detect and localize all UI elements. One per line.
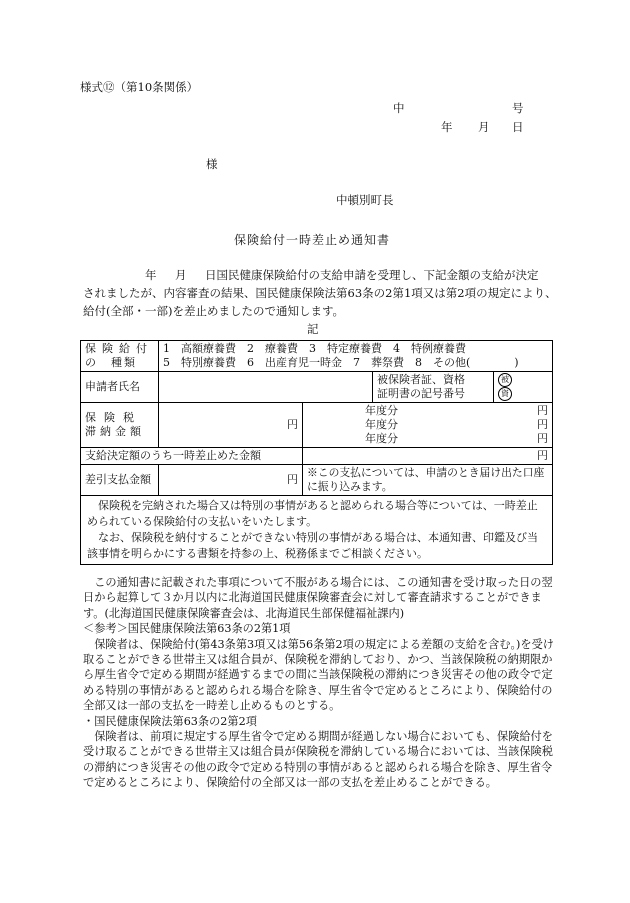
tax-total-yen: 円: [287, 418, 298, 431]
reference-heading: ＜参考＞国民健康保険法第63条の2第1項: [83, 622, 291, 636]
intro-year: 年: [145, 268, 157, 282]
tax-total: [159, 403, 303, 448]
note-box: [81, 496, 553, 565]
reference-body-2: 保険者は、前項に規定する厚生省令で定める期間が経過しない場合においても、保険給付を受け取ることができる世帯主又は組合員が保険税を滞納している場合においては、当該保険税の滞納につき災害その他の政令で定める特別の事情があると認められる場合を除き、厚生省令で定めるところにより、保険給付の全部又は一部の支払を差止めることができる。: [83, 730, 553, 790]
note-row: [81, 496, 553, 565]
ki-heading: 記: [307, 322, 319, 336]
deduction-yen: 円: [287, 473, 298, 486]
intro-month: 月: [175, 268, 187, 282]
tax-years: [303, 403, 553, 448]
addressee-suffix: 様: [206, 157, 218, 171]
mark-shi: 資: [498, 387, 512, 401]
insured-label: [373, 372, 494, 402]
suspended-row: [81, 448, 553, 465]
tax-arrears-label: [81, 403, 159, 448]
lower-section: [83, 575, 558, 791]
form-number: 様式⑫（第10条関係）: [80, 80, 199, 94]
note-paragraph-2: なお、保険税を納付することができない特別の事情がある場合は、本通知書、印鑑及び当該事情を明らかにする書類を持参の上、税務係までご相談ください。: [87, 531, 538, 560]
mark-hi: 被: [498, 373, 512, 387]
benefit-type-options: [159, 341, 553, 372]
applicant-row: [81, 372, 553, 403]
appeal-text: この通知書に記載された事項について不服がある場合には、この通知書を受け取った日の翌日から起算して３か月以内に北海道国民健康保険審査会に対して審査請求することができます。(北海道国民健康保険審査会は、北海道民生部保健福祉課内): [83, 576, 553, 620]
reference-heading-2: ・国民健康保険法第63条の2第2項: [83, 714, 257, 728]
document-title: 保険給付一時差止め通知書: [234, 233, 391, 247]
benefit-table: [80, 340, 553, 565]
suspended-yen: 円: [537, 449, 549, 462]
date-month: 月: [478, 120, 490, 134]
tax-label-2: 滞納金額: [85, 425, 145, 438]
applicant-value[interactable]: [159, 372, 373, 403]
sender: 中頓別町長: [336, 193, 394, 207]
fiscal-3: 年度分: [365, 432, 398, 445]
suspended-label: 支給決定額のうち一時差止めた金額: [81, 448, 303, 465]
note-paragraph-1: 保険税を完納された場合又は特別の事情があると認められる場合等については、一時差止められている保険給付の支払いをいたします。: [87, 499, 538, 528]
deduction-amount: [159, 465, 303, 496]
benefit-type-line-2: 5 特別療養費 6 出産育児一時金 7 葬祭費 8 その他( ): [163, 356, 519, 369]
reference-body-1: 保険者は、保険給付(第43条第3項又は第56条第2項の規定による差額の支給を含む。)を受け取ることができる世帯主又は組合員が、保険税を滞納しており、かつ、当該保険税の納期限から厚生省令で定める期間が経過するまでの間に当該保険税の滞納につき災害その他の政令で定める特別の事情があると認められる場合を除き、厚生省令で定めるところにより、保険給付の全部又は一部の支払を一時差し止めるものとする。: [83, 637, 554, 713]
benefit-type-label-2: の 種類: [85, 356, 137, 369]
deduction-row: [81, 465, 553, 496]
tax-arrears-row: [81, 403, 553, 448]
fiscal-2: 年度分: [365, 418, 398, 431]
benefit-type-row: [81, 341, 553, 372]
benefit-type-label-cell: [81, 341, 159, 372]
deduction-label: 差引支払金額: [81, 465, 159, 496]
fiscal-1-yen: 円: [537, 404, 549, 417]
payment-note: ※この支払については、申請のとき届け出た口座に振り込みます。: [303, 465, 553, 496]
benefit-type-line-1: 1 高額療養費 2 療養費 3 特定療養費 4 特例療養費: [163, 342, 466, 355]
doc-number-suffix: 号: [512, 101, 524, 115]
intro-text-1: 日国民健康保険給付の支給申請を受理し、下記金額の支給が決定: [205, 268, 539, 282]
doc-number-prefix: 中: [393, 101, 405, 115]
fiscal-3-yen: 円: [537, 432, 549, 445]
insured-cell: [373, 372, 553, 403]
suspended-amount: [303, 448, 553, 465]
fiscal-1: 年度分: [365, 404, 398, 417]
date-day: 日: [512, 120, 524, 134]
intro-text-3: 給付(全部・一部)を差止めましたので通知します。: [83, 304, 345, 318]
benefit-type-label-1: 保険給付: [85, 342, 153, 355]
insured-marks: [494, 372, 516, 402]
intro-text-2: されましたが、内容審査の結果、国民健康保険法第63条の2第1項又は第2項の規定により、: [83, 286, 557, 300]
fiscal-2-yen: 円: [537, 418, 549, 431]
applicant-label: 申請者氏名: [81, 372, 159, 403]
date-year: 年: [441, 120, 453, 134]
tax-label-1: 保険税: [85, 411, 142, 424]
insured-label-1: 被保険者証、資格: [377, 373, 465, 386]
insured-label-2: 証明書の記号番号: [377, 387, 465, 400]
